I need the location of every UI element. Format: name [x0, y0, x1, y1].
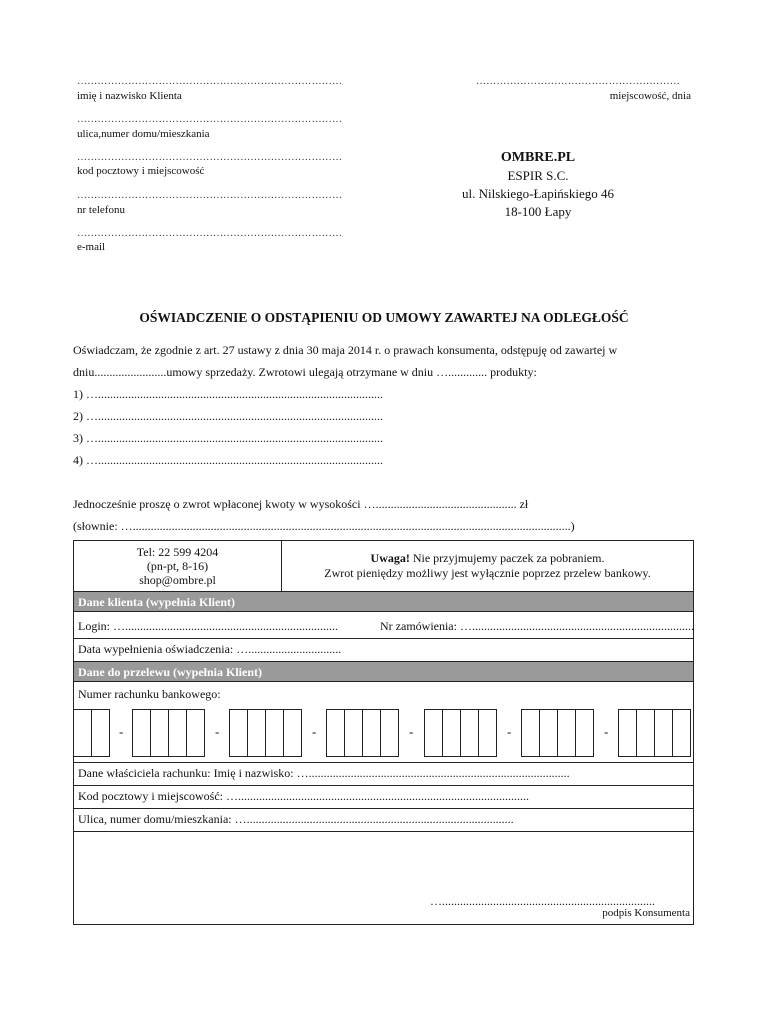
owner-street-field: Ulica, numer domu/mieszkania: …......................................................................................... [78, 812, 514, 826]
account-group-5 [424, 709, 497, 757]
account-digit-box[interactable] [230, 709, 248, 757]
phone-dots: …………………………………………………………………… [77, 190, 343, 201]
transfer-section-header: Dane do przelewu (wypełnia Klient) [74, 661, 693, 682]
notice-line2: Zwrot pieniędzy możliwy jest wyłącznie poprzez przelew bankowy. [324, 566, 651, 580]
account-dash: - [507, 724, 512, 739]
statement-line1: Oświadczam, że zgodnie z art. 27 ustawy z dnia 30 maja 2014 r. o prawach konsumenta, odstępuję od zawartej w [73, 343, 618, 357]
place-date-label: miejscowość, dnia [609, 90, 691, 102]
statement-line2: dniu........................umowy sprzedaży. Zwrotowi ulegają otrzymane w dniu …............. produkty: [73, 365, 537, 379]
account-digit-box[interactable] [187, 709, 205, 757]
contact-cell [74, 541, 282, 591]
contact-email: shop@ombre.pl [139, 573, 216, 587]
account-digit-box[interactable] [461, 709, 479, 757]
company-name: OMBRE.PL [500, 150, 576, 165]
amount-in-words-line: (słownie: …..................................................................................................................................................) [73, 519, 575, 533]
account-digit-box[interactable] [133, 709, 151, 757]
company-line3: 18-100 Łapy [504, 204, 572, 219]
account-digit-box[interactable] [522, 709, 540, 757]
account-digit-box[interactable] [655, 709, 673, 757]
company-address [428, 149, 648, 221]
account-digit-box[interactable] [284, 709, 302, 757]
contact-phone: Tel: 22 599 4204 [136, 545, 219, 559]
account-group-6 [521, 709, 594, 757]
street-dots: …………………………………………………………………… [77, 114, 343, 125]
account-digit-box[interactable] [443, 709, 461, 757]
account-digit-box[interactable] [540, 709, 558, 757]
divider [74, 638, 693, 639]
street-label: ulica,numer domu/mieszkania [77, 128, 210, 140]
phone-label: nr telefonu [77, 204, 125, 216]
client-section-header: Dane klienta (wypełnia Klient) [74, 591, 693, 612]
product-line-1: 1) …............................................................................................... [73, 387, 383, 401]
account-dash: - [409, 724, 414, 739]
fill-date-field: Data wypełnienia oświadczenia: …............................... [78, 642, 342, 656]
email-dots: …………………………………………………………………… [77, 228, 343, 239]
contact-hours: (pn-pt, 8-16) [146, 559, 209, 573]
product-line-2: 2) …............................................................................................... [73, 409, 383, 423]
account-digit-box[interactable] [673, 709, 691, 757]
product-line-3: 3) …............................................................................................... [73, 431, 383, 445]
account-digit-box[interactable] [266, 709, 284, 757]
notice-text: Nie przyjmujemy paczek za pobraniem. [409, 551, 605, 565]
email-label: e-mail [77, 241, 106, 253]
account-group-4 [326, 709, 399, 757]
account-digit-box[interactable] [637, 709, 655, 757]
account-digit-box[interactable] [74, 709, 92, 757]
divider [74, 808, 693, 809]
notice-bold: Uwaga! [370, 551, 410, 565]
company-line1: ESPIR S.C. [507, 168, 569, 183]
account-dash: - [215, 724, 220, 739]
account-digit-box[interactable] [558, 709, 576, 757]
name-label: imię i nazwisko Klienta [77, 90, 182, 102]
login-field: Login: …....................................................................... [78, 619, 338, 633]
account-dash: - [312, 724, 317, 739]
document-title: OŚWIADCZENIE O ODSTĄPIENIU OD UMOWY ZAWARTEJ NA ODLEGŁOŚĆ [139, 310, 629, 325]
place-date-dots: …………………………………………………… [476, 76, 680, 87]
divider [74, 785, 693, 786]
account-digit-box[interactable] [248, 709, 266, 757]
account-group-1 [73, 709, 110, 757]
divider [74, 831, 693, 832]
account-group-7 [618, 709, 691, 757]
postal-label: kod pocztowy i miejscowość [77, 165, 205, 177]
name-dots: …………………………………………………………………… [77, 76, 343, 87]
account-digit-box[interactable] [327, 709, 345, 757]
account-digit-box[interactable] [425, 709, 443, 757]
account-digit-box[interactable] [363, 709, 381, 757]
account-digit-box[interactable] [151, 709, 169, 757]
account-digit-box[interactable] [345, 709, 363, 757]
product-line-4: 4) …............................................................................................... [73, 453, 383, 467]
account-group-2 [132, 709, 205, 757]
account-digit-box[interactable] [479, 709, 497, 757]
signature-label: podpis Konsumenta [602, 907, 690, 919]
account-digit-box[interactable] [381, 709, 399, 757]
signature-dots: …....................................................................... [430, 894, 655, 908]
account-dash: - [119, 724, 124, 739]
form-table [73, 540, 694, 925]
account-digit-box[interactable] [92, 709, 110, 757]
account-digit-box[interactable] [619, 709, 637, 757]
account-digit-box[interactable] [576, 709, 594, 757]
company-line2: ul. Nilskiego-Łapińskiego 46 [461, 186, 614, 201]
account-group-3 [229, 709, 302, 757]
notice-cell [282, 541, 693, 591]
account-owner-field: Dane właściciela rachunku: Imię i nazwisko: …....................................................................................... [78, 766, 570, 780]
account-number-label: Numer rachunku bankowego: [78, 687, 221, 701]
postal-dots: …………………………………………………………………… [77, 152, 343, 163]
account-digit-box[interactable] [169, 709, 187, 757]
account-dash: - [604, 724, 609, 739]
owner-postal-field: Kod pocztowy i miejscowość: …................................................................................................. [78, 789, 529, 803]
refund-amount-line: Jednocześnie proszę o zwrot wpłaconej kwoty w wysokości …............................................... zł [73, 497, 529, 511]
divider [74, 762, 693, 763]
order-number-field: Nr zamówienia: ….......................................................................... [380, 619, 694, 633]
